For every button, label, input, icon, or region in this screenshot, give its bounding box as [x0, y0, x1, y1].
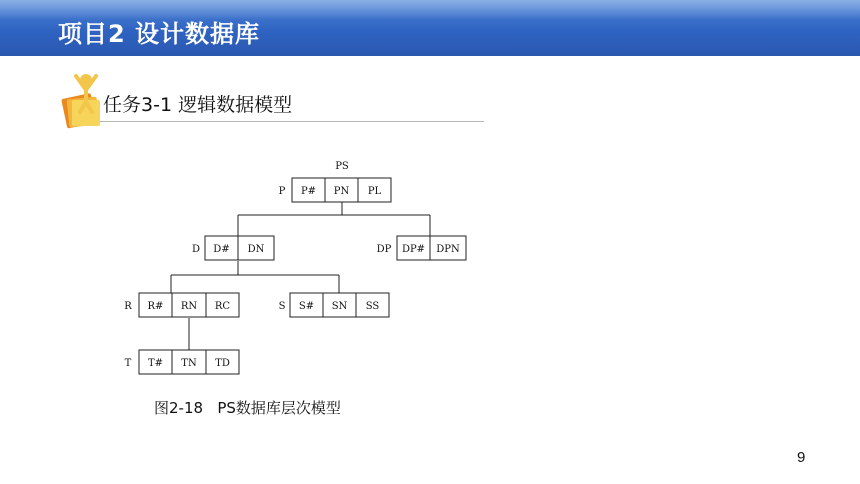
record-label-t: T [124, 358, 132, 369]
field-name: R# [147, 301, 164, 312]
field-name: PL [367, 186, 382, 197]
root-label: PS [335, 161, 349, 172]
record-label-d: D [191, 244, 201, 255]
field-name: SN [331, 301, 348, 312]
record-t [125, 350, 239, 374]
field-name: RC [214, 301, 231, 312]
field-name: DN [247, 244, 265, 255]
section-heading: 任务3-1 逻辑数据模型 [103, 94, 293, 116]
field-name: S# [298, 301, 315, 312]
record-label-p: P [278, 186, 286, 197]
record-dp [377, 236, 466, 260]
field-name: DPN [436, 244, 460, 255]
record-p [279, 178, 391, 202]
record-s [279, 293, 389, 317]
page-number: 9 [797, 449, 806, 466]
field-name: DP# [401, 244, 426, 255]
figure-caption: 图2-18 PS数据库层次模型 [154, 399, 341, 417]
field-name: P# [300, 186, 317, 197]
record-r [124, 293, 239, 317]
field-name: PN [333, 186, 350, 197]
record-label-dp: DP [376, 244, 392, 255]
field-name: RN [180, 301, 198, 312]
slide-title: 项目2 设计数据库 [58, 20, 261, 48]
field-name: SS [365, 301, 380, 312]
record-d [192, 236, 274, 260]
field-name: D# [213, 244, 230, 255]
record-label-s: S [278, 301, 286, 312]
record-label-r: R [124, 301, 132, 312]
field-name: TD [215, 358, 230, 369]
field-name: TN [181, 358, 197, 369]
field-name: T# [147, 358, 164, 369]
